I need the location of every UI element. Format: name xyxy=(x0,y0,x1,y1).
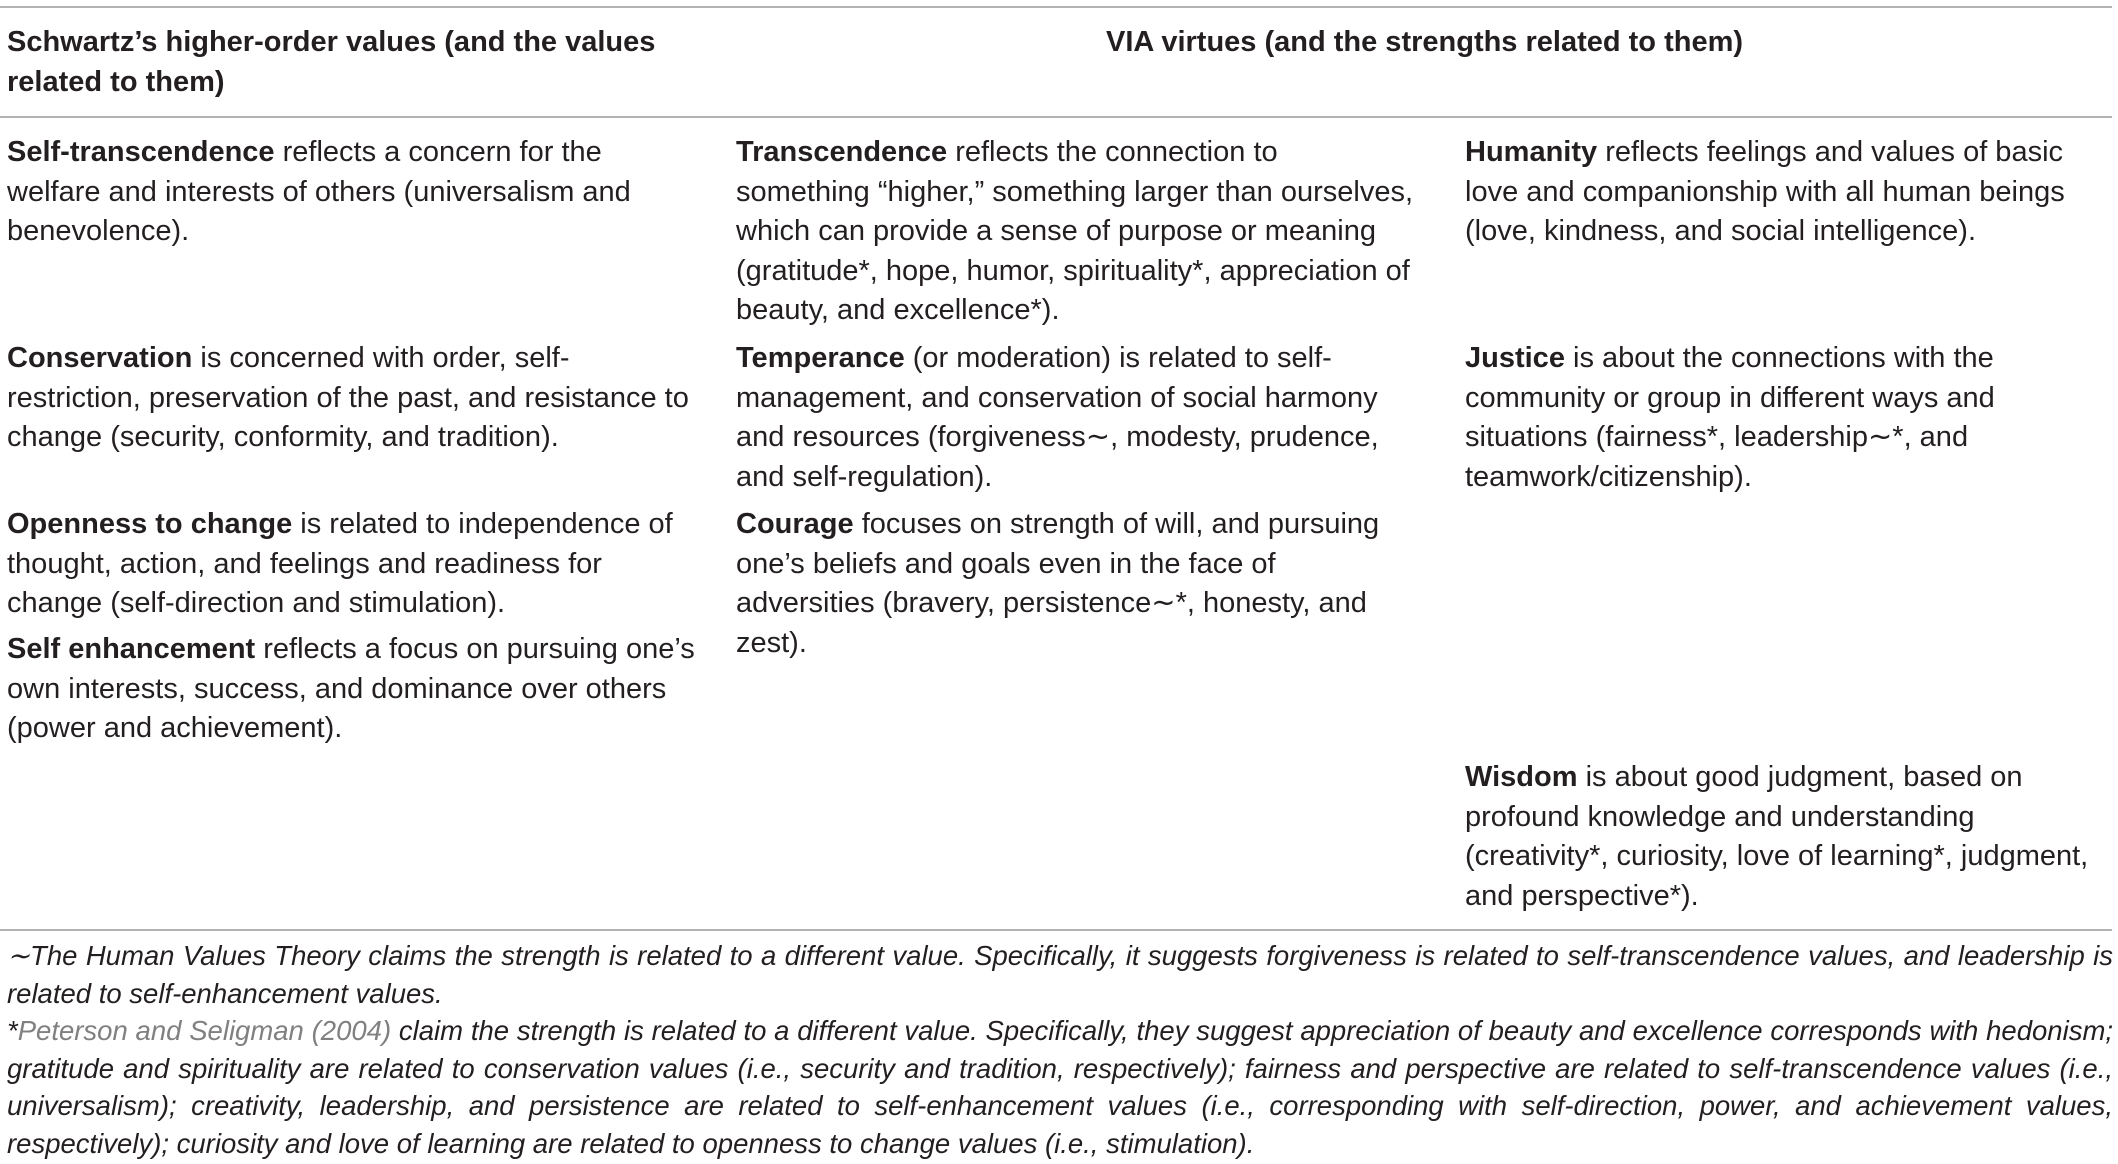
footnote-star-mark: * xyxy=(7,1015,18,1046)
cell-justice xyxy=(1465,339,2115,497)
cell-conservation xyxy=(7,339,697,458)
term-courage: Courage xyxy=(736,508,854,540)
desc-openness-to-change: is related to independence of thought, action, and feelings and readiness for change (self-direction and stimulation). xyxy=(7,508,673,619)
footnote-tilde: ∼The Human Values Theory claims the strength is related to a different value. Specifically, it suggests forgiveness is related to self-transcendence values, and leadership is related to self-enhancement values. xyxy=(7,940,2113,1009)
cell-courage xyxy=(736,505,1416,663)
cell-temperance xyxy=(736,339,1416,497)
term-openness-to-change: Openness to change xyxy=(7,508,293,540)
footnote-star-text: claim the strength is related to a different value. Specifically, they suggest appreciation of beauty and excellence corresponds with hedonism; gratitude and spirituality are related to conservation values (i.e., security and tradition, respectively); fairness and perspective are related to self-transcendence values (i.e., universalism); creativity, leadership, and persistence are related to self-enhancement values (i.e., corresponding with self-direction, power, and achievement values, respectively); curiosity and love of learning are related to openness to change values (i.e., stimulation). xyxy=(7,1015,2113,1159)
header-schwartz-values: Schwartz’s higher-order values (and the values related to them) xyxy=(7,26,656,98)
term-humanity: Humanity xyxy=(1465,136,1598,168)
cell-wisdom xyxy=(1465,758,2115,916)
footnote-star xyxy=(7,1012,2113,1162)
cell-humanity xyxy=(1465,133,2115,252)
term-justice: Justice xyxy=(1465,342,1565,374)
desc-transcendence: reflects the connection to something “higher,” something larger than ourselves, which can provide a sense of purpose or meaning (gratitude*, hope, humor, spirituality*, appreciation of beauty, and excellence*). xyxy=(736,136,1414,326)
header-rule xyxy=(0,116,2112,118)
citation-link[interactable]: Peterson and Seligman (2004) xyxy=(17,1015,392,1046)
table-bottom-rule xyxy=(0,929,2112,931)
desc-self-transcendence: reflects a concern for the welfare and interests of others (universalism and benevolence). xyxy=(7,136,631,247)
cell-self-enhancement xyxy=(7,630,697,749)
desc-humanity: reflects feelings and values of basic love and companionship with all human beings (love, kindness, and social intelligence). xyxy=(1465,136,2065,247)
header-via-virtues: VIA virtues (and the strengths related to them) xyxy=(1106,26,1744,58)
term-temperance: Temperance xyxy=(736,342,905,374)
term-self-enhancement: Self enhancement xyxy=(7,633,256,665)
cell-self-transcendence xyxy=(7,133,697,252)
term-conservation: Conservation xyxy=(7,342,193,374)
desc-wisdom: is about good judgment, based on profound knowledge and understanding (creativity*, curiosity, love of learning*, judgment, and perspective*). xyxy=(1465,761,2089,912)
desc-temperance: (or moderation) is related to self-management, and conservation of social harmony and resources (forgiveness∼, modesty, prudence, and self-regulation). xyxy=(736,342,1379,493)
term-self-transcendence: Self-transcendence xyxy=(7,136,275,168)
desc-courage: focuses on strength of will, and pursuing one’s beliefs and goals even in the face of adversities (bravery, persistence∼*, honesty, and zest). xyxy=(736,508,1380,659)
term-transcendence: Transcendence xyxy=(736,136,948,168)
table-top-rule xyxy=(0,6,2112,8)
term-wisdom: Wisdom xyxy=(1465,761,1578,793)
desc-justice: is about the connections with the community or group in different ways and situations (fairness*, leadership∼*, and teamwork/citizenship). xyxy=(1465,342,1995,493)
cell-transcendence xyxy=(736,133,1416,331)
cell-openness-to-change xyxy=(7,505,697,624)
desc-self-enhancement: reflects a focus on pursuing one’s own interests, success, and dominance over others (power and achievement). xyxy=(7,633,695,744)
desc-conservation: is concerned with order, self-restriction, preservation of the past, and resistance to change (security, conformity, and tradition). xyxy=(7,342,689,453)
